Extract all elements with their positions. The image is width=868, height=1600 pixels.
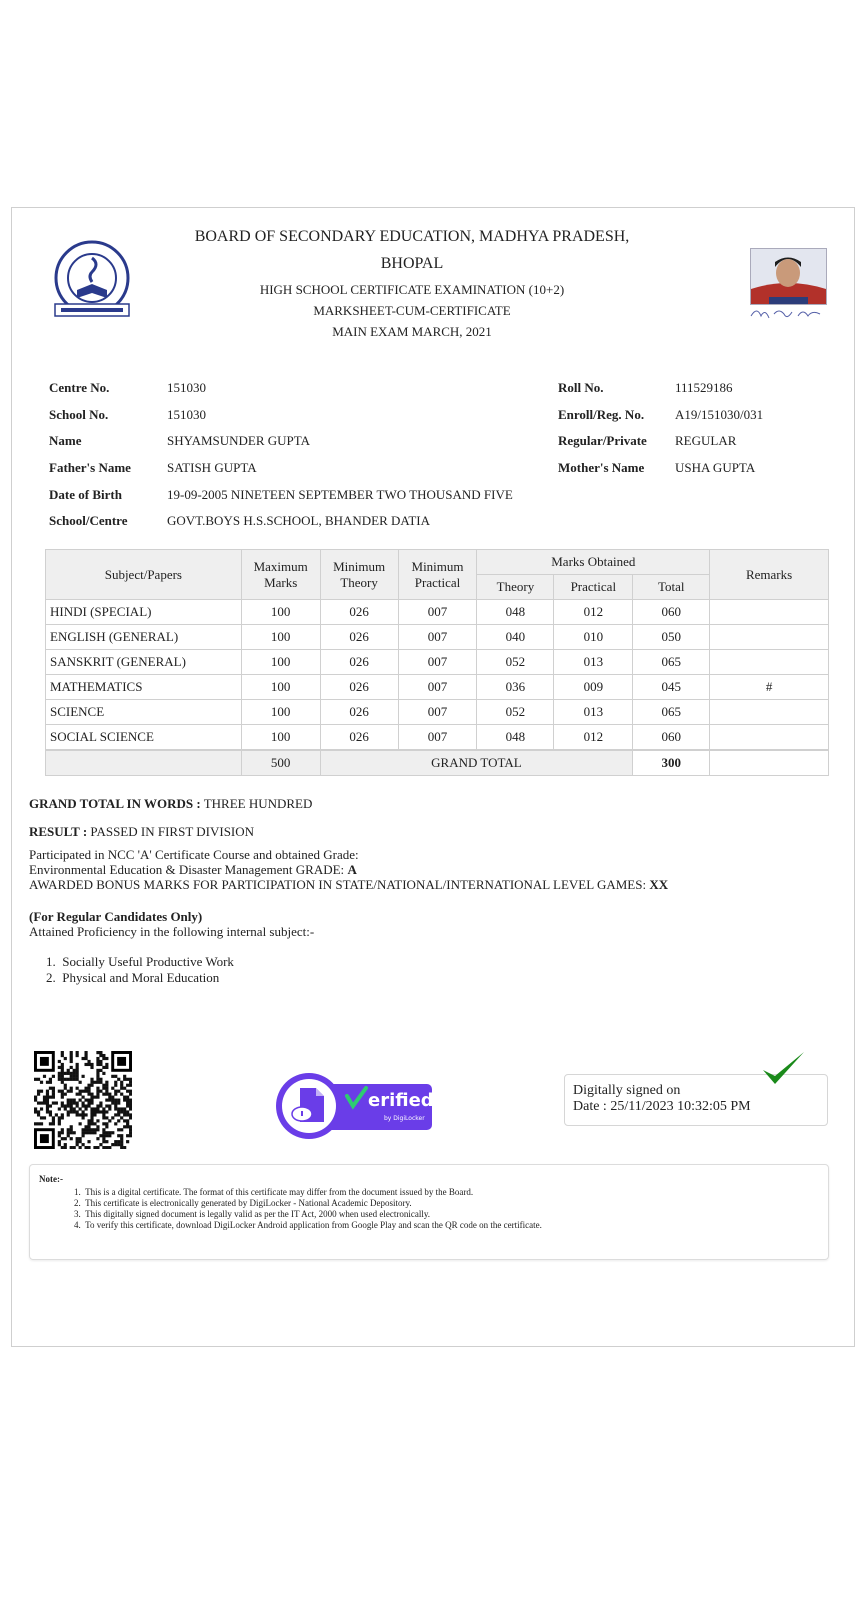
- cell-subject: SOCIAL SCIENCE: [46, 725, 242, 751]
- grand-total-words-label: GRAND TOTAL IN WORDS :: [29, 796, 201, 811]
- cell-max: 100: [241, 725, 320, 751]
- cell-min-practical: 007: [398, 600, 477, 625]
- cell-theory: 052: [477, 700, 554, 725]
- cell-theory: 048: [477, 600, 554, 625]
- grand-total-remarks: [710, 750, 829, 776]
- cell-remarks: #: [710, 675, 829, 700]
- cell-remarks: [710, 700, 829, 725]
- school-centre-label: School/Centre: [49, 513, 128, 528]
- centre-no-label: Centre No.: [49, 380, 110, 395]
- roll-no-label: Roll No.: [558, 380, 604, 395]
- cell-total: 045: [633, 675, 710, 700]
- dob-label: Date of Birth: [49, 487, 122, 502]
- cell-total: 065: [633, 700, 710, 725]
- name-value: SHYAMSUNDER GUPTA: [167, 433, 311, 448]
- header-minimum-practical: Minimum Practical: [398, 550, 477, 600]
- note-item-text: This is a digital certificate. The format of this certificate may differ from the document issued by the Board.: [85, 1187, 474, 1197]
- grand-total-words: [29, 796, 312, 812]
- env-education-grade: A: [347, 862, 357, 877]
- name-label: Name: [49, 433, 82, 448]
- cell-subject: SCIENCE: [46, 700, 242, 725]
- header-marks-obtained: Marks Obtained: [477, 550, 710, 575]
- cell-min-theory: 026: [320, 650, 398, 675]
- cell-min-theory: 026: [320, 625, 398, 650]
- signature-valid-check-icon: [760, 1048, 806, 1088]
- enroll-no-label: Enroll/Reg. No.: [558, 407, 645, 422]
- qr-code[interactable]: [34, 1051, 132, 1149]
- env-education: [29, 862, 357, 878]
- table-row: [46, 625, 829, 650]
- header-subject: Subject/Papers: [46, 550, 242, 600]
- note-item: 3. This digitally signed document is legally valid as per the IT Act, 2000 when used electronically.: [74, 1209, 431, 1219]
- table-row: [46, 675, 829, 700]
- board-name: BOARD OF SECONDARY EDUCATION, MADHYA PRADESH,: [194, 228, 630, 245]
- centre-no-value: 151030: [167, 380, 206, 395]
- cell-theory: 036: [477, 675, 554, 700]
- cell-remarks: [710, 650, 829, 675]
- cell-max: 100: [241, 675, 320, 700]
- cell-theory: 052: [477, 650, 554, 675]
- cell-min-theory: 026: [320, 600, 398, 625]
- marks-table: [45, 549, 829, 776]
- grand-total-label: GRAND TOTAL: [320, 750, 633, 776]
- table-row: [46, 700, 829, 725]
- result-label: RESULT :: [29, 824, 88, 839]
- regular-private-value: REGULAR: [675, 433, 737, 448]
- grand-total-row: [46, 750, 829, 776]
- cell-practical: 012: [554, 725, 633, 751]
- cell-remarks: [710, 625, 829, 650]
- digilocker-verified-badge: [274, 1070, 434, 1140]
- school-no-value: 151030: [167, 407, 206, 422]
- regular-private-label: Regular/Private: [558, 433, 647, 448]
- notes-title: Note:-: [39, 1174, 63, 1184]
- cell-max: 100: [241, 700, 320, 725]
- verified-badge-subtext: by DigiLocker: [384, 1115, 425, 1122]
- grand-total-words-value: THREE HUNDRED: [203, 796, 313, 811]
- header-theory: Theory: [477, 575, 554, 600]
- roll-no-value: 111529186: [675, 380, 733, 395]
- cell-practical: 009: [554, 675, 633, 700]
- table-row: [46, 600, 829, 625]
- notes-list: [74, 1187, 542, 1231]
- cell-practical: 010: [554, 625, 633, 650]
- cell-subject: MATHEMATICS: [46, 675, 242, 700]
- signed-date: Date : 25/11/2023 10:32:05 PM: [573, 1099, 751, 1114]
- verified-badge-text: erified: [368, 1090, 434, 1111]
- grand-total-max: 500: [241, 750, 320, 776]
- father-name-value: SATISH GUPTA: [167, 460, 257, 475]
- dob-value: 19-09-2005 NINETEEN SEPTEMBER TWO THOUSAND FIVE: [167, 487, 513, 502]
- cell-practical: 013: [554, 650, 633, 675]
- cell-min-theory: 026: [320, 675, 398, 700]
- cell-practical: 012: [554, 600, 633, 625]
- proficiency-item: 1. Socially Useful Productive Work: [46, 954, 234, 969]
- notes-box: [29, 1164, 829, 1260]
- table-row: [46, 725, 829, 751]
- cell-max: 100: [241, 600, 320, 625]
- school-centre-value: GOVT.BOYS H.S.SCHOOL, BHANDER DATIA: [167, 513, 431, 528]
- cell-total: 065: [633, 650, 710, 675]
- mother-name-label: Mother's Name: [558, 460, 645, 475]
- cell-theory: 048: [477, 725, 554, 751]
- bonus-marks: [29, 877, 668, 893]
- cell-min-practical: 007: [398, 700, 477, 725]
- cell-total: 060: [633, 725, 710, 751]
- document-type: MARKSHEET-CUM-CERTIFICATE: [313, 303, 511, 318]
- ncc-text: Participated in NCC 'A' Certificate Course and obtained Grade:: [29, 847, 359, 862]
- candidate-photo: [750, 248, 827, 305]
- result: [29, 824, 254, 840]
- cell-total: 050: [633, 625, 710, 650]
- note-item-text: This certificate is electronically generated by DigiLocker - National Academic Depository.: [85, 1198, 412, 1208]
- cell-subject: HINDI (SPECIAL): [46, 600, 242, 625]
- cell-min-practical: 007: [398, 625, 477, 650]
- note-item: 4. To verify this certificate, download DigiLocker Android application from Google Play and scan the QR code on the certificate.: [74, 1220, 542, 1230]
- candidate-signature: [748, 304, 826, 322]
- header-remarks: Remarks: [710, 550, 829, 600]
- cell-subject: SANSKRIT (GENERAL): [46, 650, 242, 675]
- header-minimum-theory: Minimum Theory: [320, 550, 398, 600]
- board-city: BHOPAL: [380, 255, 444, 272]
- proficiency-item-text: Socially Useful Productive Work: [62, 954, 234, 969]
- note-item-text: To verify this certificate, download DigiLocker Android application from Google Play and scan the QR code on the certificate.: [85, 1220, 542, 1230]
- cell-min-practical: 007: [398, 650, 477, 675]
- father-name-label: Father's Name: [49, 460, 131, 475]
- result-value: PASSED IN FIRST DIVISION: [90, 824, 255, 839]
- enroll-no-value: A19/151030/031: [675, 407, 764, 422]
- header-total: Total: [633, 575, 710, 600]
- cell-theory: 040: [477, 625, 554, 650]
- grand-total-blank: [46, 750, 242, 776]
- marksheet-document: [11, 207, 855, 1347]
- cell-remarks: [710, 600, 829, 625]
- bonus-marks-text: AWARDED BONUS MARKS FOR PARTICIPATION IN STATE/NATIONAL/INTERNATIONAL LEVEL GAMES:: [29, 877, 647, 892]
- cell-subject: ENGLISH (GENERAL): [46, 625, 242, 650]
- grand-total-value: 300: [633, 750, 710, 776]
- cell-total: 060: [633, 600, 710, 625]
- exam-session: MAIN EXAM MARCH, 2021: [332, 324, 492, 339]
- cell-practical: 013: [554, 700, 633, 725]
- table-row: [46, 650, 829, 675]
- cell-remarks: [710, 725, 829, 751]
- note-item: 2. This certificate is electronically generated by DigiLocker - National Academic Depository.: [74, 1198, 412, 1208]
- proficiency-intro: Attained Proficiency in the following internal subject:-: [29, 924, 315, 939]
- regular-candidates-heading: (For Regular Candidates Only): [29, 909, 203, 924]
- cell-min-practical: 007: [398, 675, 477, 700]
- cell-max: 100: [241, 625, 320, 650]
- header-maximum-marks: Maximum Marks: [241, 550, 320, 600]
- env-education-text: Environmental Education & Disaster Management GRADE:: [29, 862, 345, 877]
- cell-max: 100: [241, 650, 320, 675]
- school-no-label: School No.: [49, 407, 109, 422]
- mother-name-value: USHA GUPTA: [675, 460, 756, 475]
- cell-min-theory: 026: [320, 700, 398, 725]
- note-item-text: This digitally signed document is legally valid as per the IT Act, 2000 when used electronically.: [85, 1209, 431, 1219]
- header-practical: Practical: [554, 575, 633, 600]
- cell-min-theory: 026: [320, 725, 398, 751]
- cell-min-practical: 007: [398, 725, 477, 751]
- proficiency-item-text: Physical and Moral Education: [62, 970, 220, 985]
- proficiency-item: 2. Physical and Moral Education: [46, 970, 220, 985]
- bonus-marks-value: XX: [649, 877, 669, 892]
- exam-name: HIGH SCHOOL CERTIFICATE EXAMINATION (10+2): [259, 282, 565, 297]
- note-item: 1. This is a digital certificate. The format of this certificate may differ from the document issued by the Board.: [74, 1187, 474, 1197]
- signed-label: Digitally signed on: [573, 1083, 681, 1098]
